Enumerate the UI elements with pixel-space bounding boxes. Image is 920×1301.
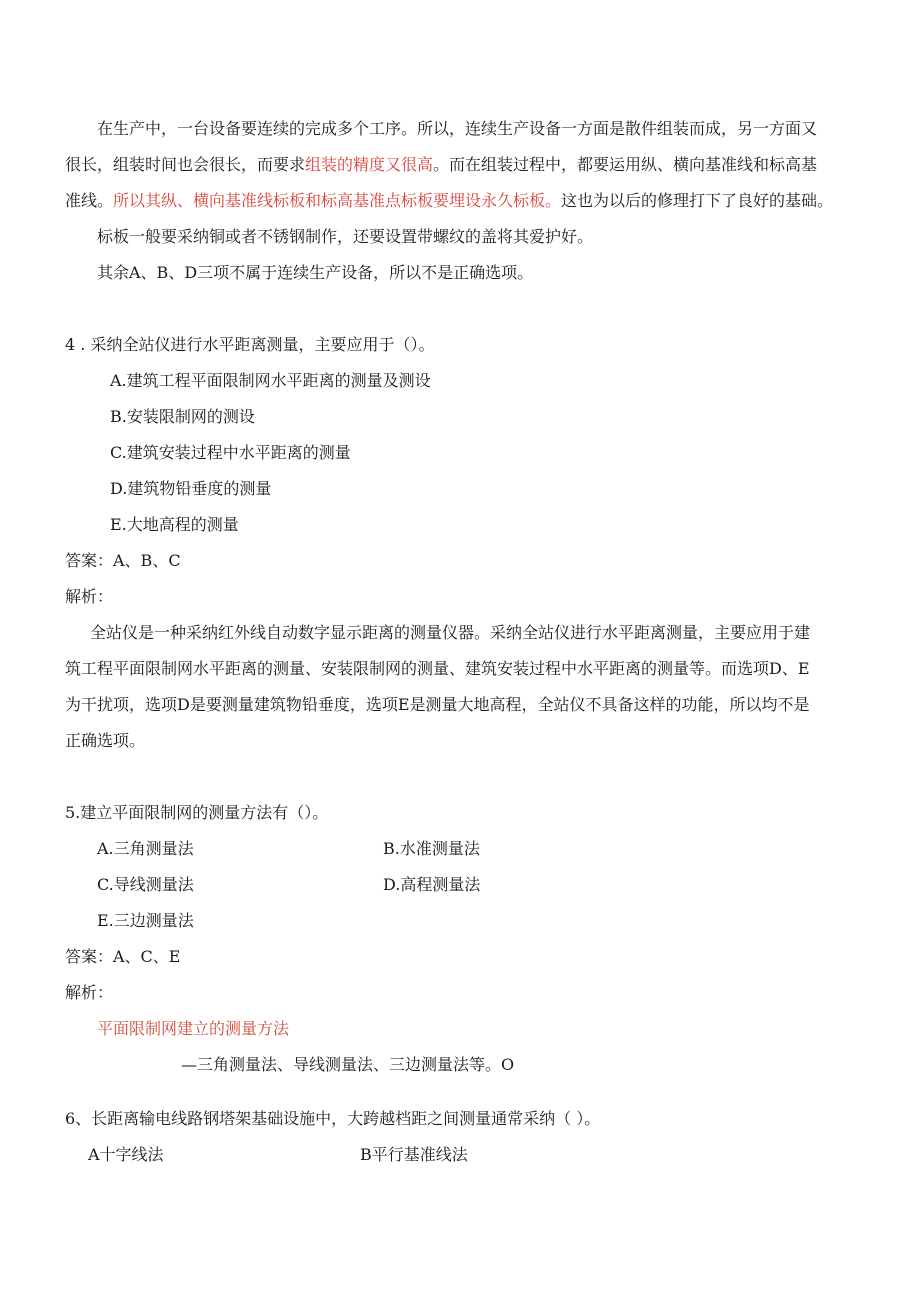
q4-analysis-line-3: 为干扰项，选项D是要测量建筑物铅垂度，选项E是测量大地高程，全站仪不具备这样的功能，所以均不是 [65, 695, 810, 714]
intro-line-3-b: 这也为以后的修理打下了良好的基础。 [561, 191, 834, 210]
q5-option-b: B.水准测量法 [383, 839, 480, 858]
q6-option-a: A十字线法 [88, 1145, 164, 1164]
q4-analysis-line-4: 正确选项。 [65, 731, 146, 750]
intro-line-2 [65, 154, 817, 176]
q4-option-a: A.建筑工程平面限制网水平距离的测量及测设 [110, 371, 431, 390]
q5-answer: 答案：A、C、E [65, 947, 181, 966]
q5-option-a: A.三角测量法 [97, 839, 194, 858]
q6-option-b: B平行基准线法 [360, 1145, 468, 1164]
q5-option-c: C.导线测量法 [97, 875, 194, 894]
q6-question: 6、长距离输电线路钢塔架基础设施中，大跨越档距之间测量通常采纳（ ）。 [65, 1109, 601, 1128]
intro-red-markers: 所以其纵、横向基准线标板和标高基准点标板要埋设永久标板。 [113, 191, 562, 210]
q4-analysis-line-2: 筑工程平面限制网水平距离的测量、安装限制网的测量、建筑安装过程中水平距离的测量等。而选项D、E [65, 659, 810, 678]
intro-line-2-a: 很长，组装时间也会很长，而要求 [65, 155, 306, 174]
q4-option-b: B.安装限制网的测设 [110, 407, 255, 426]
q4-option-e: E.大地高程的测量 [110, 515, 239, 534]
q5-option-d: D.高程测量法 [383, 875, 481, 894]
intro-line-2-b: 。而在组装过程中，都要运用纵、横向基准线和标高基 [433, 155, 818, 174]
q5-analysis-red-heading: 平面限制网建立的测量方法 [97, 1019, 290, 1038]
intro-line-1: 在生产中，一台设备要连续的完成多个工序。所以，连续生产设备一方面是散件组装而成，另一方面又 [97, 119, 818, 138]
intro-line-3-a: 准线。 [65, 191, 114, 210]
q4-analysis-line-1: 全站仪是一种采纳红外线自动数字显示距离的测量仪器。采纳全站仪进行水平距离测量，主要应用于建 [90, 623, 811, 642]
intro-para-3: 其余A、B、D三项不属于连续生产设备，所以不是正确选项。 [97, 263, 534, 282]
q5-analysis-detail: —三角测量法、导线测量法、三边测量法等。O [181, 1055, 515, 1074]
intro-line-3 [65, 190, 833, 212]
q5-question: 5.建立平面限制网的测量方法有（）。 [65, 803, 329, 822]
q5-option-e: E.三边测量法 [97, 911, 194, 930]
q4-question: 4 . 采纳全站仪进行水平距离测量，主要应用于（）。 [65, 335, 435, 354]
intro-red-precision: 组装的精度又很高 [305, 155, 434, 174]
q4-option-d: D.建筑物铅垂度的测量 [110, 479, 272, 498]
q4-analysis-label: 解析： [65, 587, 114, 606]
intro-para-2: 标板一般要采纳铜或者不锈钢制作，还要设置带螺纹的盖将其爱护好。 [97, 227, 594, 246]
q4-option-c: C.建筑安装过程中水平距离的测量 [110, 443, 351, 462]
q5-analysis-label: 解析： [65, 983, 114, 1002]
q4-answer: 答案：A、B、C [65, 551, 181, 570]
